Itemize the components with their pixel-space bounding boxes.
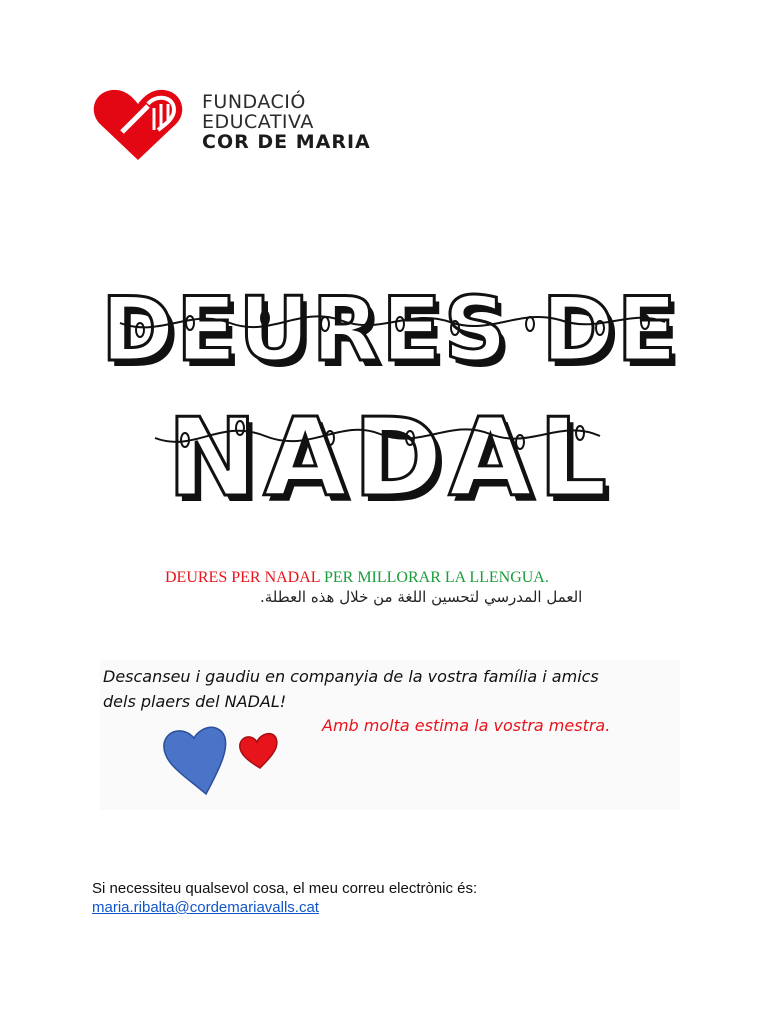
contact-text: Si necessiteu qualsevol cosa, el meu correu electrònic és: [92, 880, 478, 897]
teacher-signoff: Amb molta estima la vostra mestra. [322, 716, 611, 735]
string-lights-icon [100, 278, 680, 528]
logo-line-2: EDUCATIVA [202, 111, 314, 133]
contact-section [92, 879, 477, 917]
email-link[interactable]: maria.ribalta@cordemariavalls.cat [92, 899, 319, 916]
subtitle-arabic: العمل المدرسي لتحسين اللغة من خلال هذه العطلة. [260, 588, 583, 606]
red-heart-icon [240, 734, 277, 768]
message-line-1: Descanseu i gaudiu en companyia de la vostra família i amics [103, 667, 599, 686]
foundation-logo [92, 86, 392, 166]
subtitle-green: PER MILLORAR LA LLENGUA. [319, 569, 549, 586]
holiday-message [100, 660, 680, 810]
subtitle-red: DEURES PER NADAL [165, 569, 320, 586]
heart-logo-icon [92, 86, 184, 162]
title-line-2: NADAL [166, 396, 614, 521]
blue-heart-icon [164, 727, 226, 794]
subtitle [165, 569, 549, 587]
logo-line-1: FUNDACIÓ [202, 91, 306, 113]
logo-line-3: COR DE MARIA [202, 131, 371, 153]
title-line-1: DEURES DE [101, 278, 679, 381]
title-banner [100, 278, 680, 528]
message-line-2: dels plaers del NADAL! [103, 692, 287, 711]
